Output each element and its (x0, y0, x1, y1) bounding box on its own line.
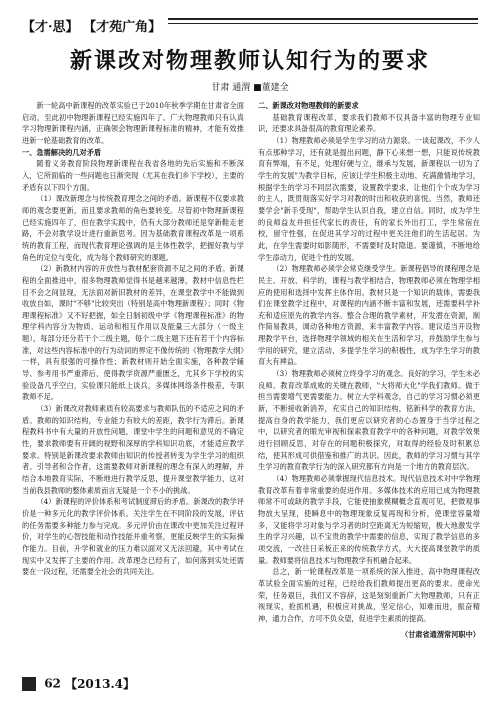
footer-marker (22, 677, 36, 691)
section-heading: 一、急需解决的几对矛盾 (22, 147, 102, 157)
paragraph: （2）物理教师必须学会常克继受学生。新课程倡导的课程理念是民主、开放、科学的，课程与教学相结合，物理教师必须在物理学相应的使用和选择中发挥主体作用。教材只是一个知识的载体，需要我们在课堂教学过程中，对课程的内涵不断丰富和发展，还需要科学补充和适应原先的教学内容。整合合理的教学素材，开发潜在资源，制作简易教具，调动各种地方资源，来丰富教学内容。建议适当开设物理教学平台，选择物理学领域的相关在生活和学习，并鼓励学生参与学用的研究，建立活动，多提学生学习的积极性，成为学生学习的教育大有裨益。 (258, 264, 480, 367)
paragraph: （4）物理教师必须掌握现代信息技术。现代信息技术对中学物理教育改革有着非常重要的促进作用。多媒体技术的应用已成为物理教师常不可或缺的教学手段，它能使抽象模糊概念直观可见，把微观事物放大呈现，使瞬息中的物理现象反复再现和分析，使课堂容量增多，又能将学习对象与学习者的时空距离无为短缩短，极大地激发学生的学习兴趣，以不宝贵的教学中需要的信息，实现了教学信息的多项交流，一改往日采板正来的传统教学方式，大大提高课堂教学的质量。教师要将信息技术与物理教学有机融合起来。 (258, 474, 480, 565)
article-title: 新课改对物理教师认知行为的要求 (69, 48, 430, 74)
page-number: 62 (44, 676, 61, 691)
paragraph: 总之，新一轮课程改革是一项系统的深入推进，高中物理课程改革试验全面实施的过程，已经给我们教师提出更高的要求。使命光荣，任务艰巨，我们又不容辞，这是刻刻重新广大物理教师，只有正视现实，抢抓机遇，积极应对挑战，坚定信心，知难而进，振奋精神，通力合作，方可不负众望，促进学生素质的提高。 (258, 567, 480, 623)
page-header (22, 14, 478, 38)
column-title: 【才苑广角】 (83, 20, 162, 35)
paragraph: （3）新课改对教师素质有较高要求与教师队伍的不适应之间的矛盾。教师的知识结构，专业能力有较大的差距，教学行为滞后。新课程教科书中有大量的开放性问题，课堂中学生的问题和意见的不确定性，要求教师要有开阔的视野和深厚的学科知识功底，才能适应教学要求。特别是新课改要求教师由知识的传授者转变为学生学习的组织者、引导者和合作者，这需要教师对新课程的理念有深入的理解，并结合本地教育实际，不断地进行教学反思，提升课堂教学能力，这对当前我县教师的整体素质而言无疑是一个不小的挑战。 (22, 404, 244, 495)
affiliation: （甘肃省通渭常河职中） (400, 629, 480, 639)
section-header (22, 16, 161, 35)
paragraph: 新一轮高中新课程的改革实验已于2010年秋季学期在甘肃省全面启动，至此初中物理新课程已经实施四年了。广大物理教师只有认真学习物理新课程内涵，正确领会物理新课程标准的精神，才能有效推进新一轮基础教育的改革。 (22, 101, 244, 145)
section-heading: 二、新课改对物理教师的新要求 (258, 101, 359, 110)
paragraph: （1）课改新理念与传统教育理念之间的矛盾。新课程不仅要求教师的观念要更新，而且要求教师的角色要转变。尽管初中物理新课程已经实施四年了，但在教学实践中，仍有大部分教师还是穿新鞋走老路，不会对教学设计进行重新思考。因为基础教育课程改革是一项系统的教育工程，而现代教育理论强调的是主体性教学，把握好教与学角色的定位与变化，成为每个教师研究的课题。 (22, 194, 244, 262)
right-column (258, 100, 480, 640)
paragraph: （4）新课程的评价体系和考试制度滞后的矛盾。新课改的教学评价是一种多元化的教学评价体系。关注学生在不同阶段的发展，评估的任务需要多种能力参与完成。多元评价由在课改中更加关注过程评价，对学生的心智技能和动作技能并重考察，更能反映学生的实际操作能力。目前，升学和就业的压力难以面对又无法回避，其中考试在现实中又发挥了主要的作用。改革理念已经有了，如何落到实处还需要在一段过程，还需要全社会的共同关注。 (22, 497, 244, 577)
paragraph: 基础教育课程改革，要求我们教师不仅具备丰富的物理专业知识，还要求具备很高的教育理论素养。 (258, 112, 480, 134)
left-column (22, 100, 244, 578)
article-author: 甘肃 通渭 ■董建全 (211, 83, 289, 93)
paragraph: （3）物理教师必须树立终身学习的观念。良好的学习，学生未必良师。教育改革成败的关键在教师，"大将师大化"学我们教师。做于担当需要增气更需要能力。树立大学科观念，自己的学习习惯必须更新，不断接收新消养，充实自己的知识结构，铭新科学的教育方法，提高自身的教学能力，我们更应以研究者的心态置身于当学过程之中，以研究者的眼光审视和探索教育教学中的各种问题，对教学效果进行回顾反思，对存在的问题积极探究，对取得的经验及时积累总结，使其形成可供借鉴和推广的共识。因此，教师的学习习惯与其学生学习的教育教学行为的深入研究都有方向是一个地方的教育层次。 (258, 369, 480, 472)
page-footer (22, 675, 135, 692)
section-label: 【才·思】 (22, 20, 79, 35)
paragraph: 随着义务教育阶段物理新课程在我省各地的先后实施和不断深入，它所面临的一些问题也日渐突现（尤其在我们乡下学校），主要的矛盾有以下四个方面。 (22, 159, 244, 192)
header-rule (168, 18, 478, 20)
paragraph: （1）物理教师必须是学生学习的动力源泉。一谈起课改，不少人有点那种学习，还有就是提出问题，静下心来想一想，只能说传统教育有弊端，有不足，处理好硬与立，继承与发展，新课程以一切为了学生的发展"为教学目标，应该让学生积极主动地、充满激情地学习，根据学生的学习不同层次需要，设置教学要求，让他们个个成为学习的主人，既贯彻落实好学习对教的时出和收获的喜悦。当然，教师还要学会"新手受现"，帮助学生认识自我，建立自信。同时，成为学生的良师益友并担任代家长的责任，有的家长外出打工，学生常宿在校，留守性强，在促进其学习的过程中更关注他们的生活起居。为此，在学生需要时如影随形，不需要时及时隐退。要谨慎，不断地给学生添动力，促进个性的发展。 (258, 135, 480, 262)
paragraph: （2）新教材内容的开放性与教材配套资源不足之间的矛盾。新课程的全面推进中，很多物理教师觉得书是越来越薄，教材中信息性栏目不会之间显现，无法面对新旧教材的差异，在课堂教学中不能做到收放自如，课时"不够"比较突出（特别是高中物理新课程）；同时《物理课程标准》又不好把握，如全日制初级中学《物理课程标准》的物理学科内容分为物质、运动和相互作用以及能量三大部分（一级主题），每部分还分若干个二级主题，每个二级主题下还有若干个内容标准，对这些内容标准中的行为动词的界定不像传统的《物理教学大纲》一样，具有很强的可操作性；新教材则开始全面实施，各种教学辅导、参考用书严重滞后，使得教学资源严重匮乏，尤其乡下学校的实验设备几乎空白，实验课只能纸上谈兵，多媒体网络条件极差，专职教师不足。 (22, 264, 244, 402)
issue-number: 【2013.4】 (65, 677, 136, 691)
header-rule-thin (168, 23, 478, 24)
